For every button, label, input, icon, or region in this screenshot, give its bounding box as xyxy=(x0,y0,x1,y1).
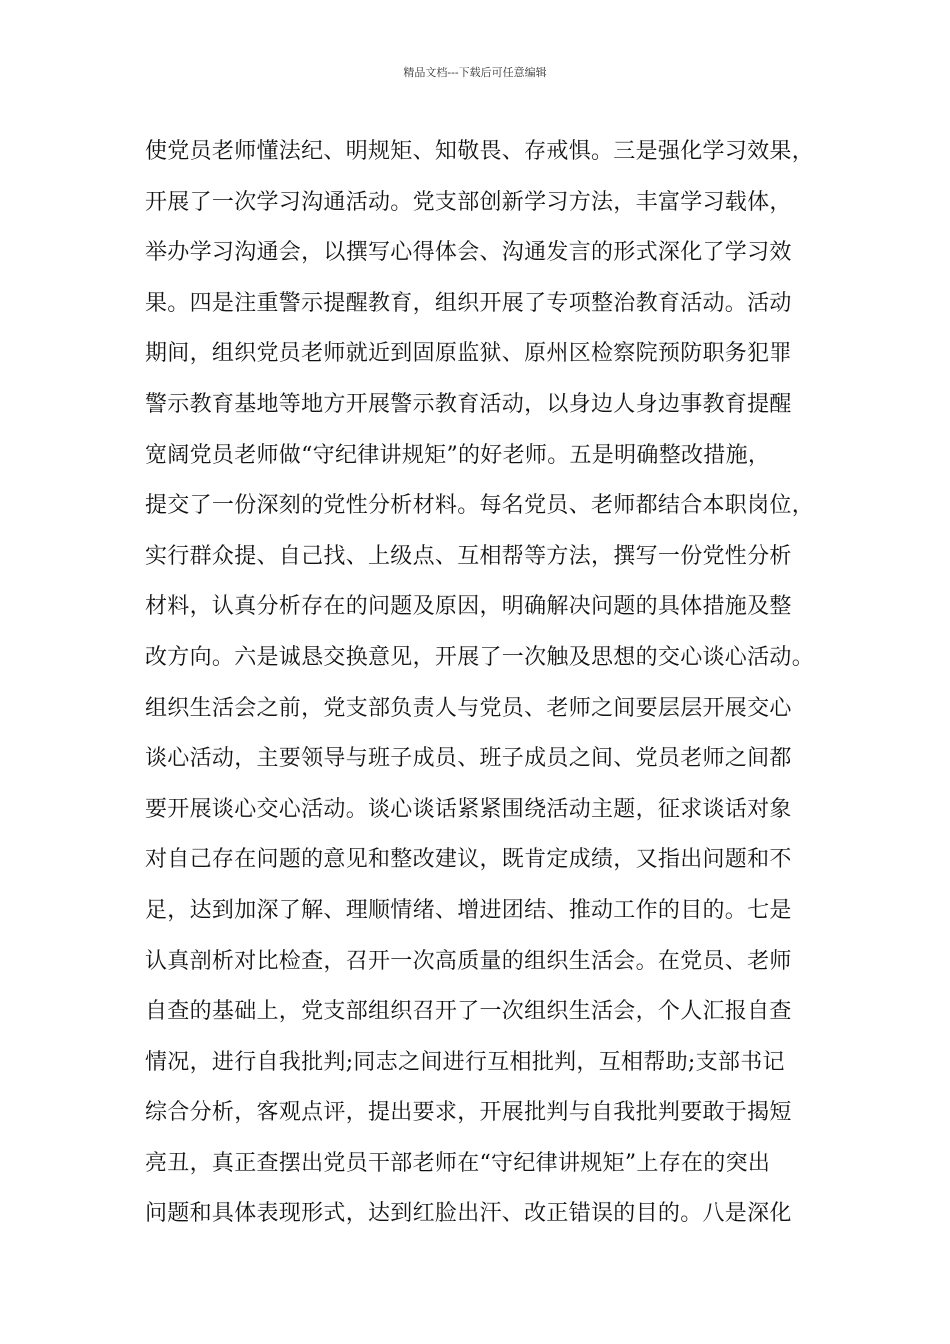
text-line: 自查的基础上，党支部组织召开了一次组织生活会，个人汇报自查 xyxy=(145,999,792,1025)
body-text xyxy=(145,127,825,1240)
text-line: 综合分析，客观点评，提出要求，开展批判与自我批判要敢于揭短 xyxy=(145,1100,792,1126)
text-line: 问题和具体表现形式，达到红脸出汗、改正错误的目的。八是深化 xyxy=(145,1201,792,1227)
text-line: 情况，进行自我批判;同志之间进行互相批判，互相帮助;支部书记 xyxy=(145,1049,785,1075)
text-line: 组织生活会之前，党支部负责人与党员、老师之间要层层开展交心 xyxy=(145,695,792,721)
text-line: 果。四是注重警示提醒教育，组织开展了专项整治教育活动。活动 xyxy=(145,290,792,316)
text-line: 材料，认真分析存在的问题及原因，明确解决问题的具体措施及整 xyxy=(145,594,792,620)
text-line: 足，达到加深了解、理顺情绪、增进团结、推动工作的目的。七是 xyxy=(145,897,792,923)
text-line: 要开展谈心交心活动。谈心谈话紧紧围绕活动主题，征求谈话对象 xyxy=(145,796,792,822)
text-line: 提交了一份深刻的党性分析材料。每名党员、老师都结合本职岗位， xyxy=(145,493,815,519)
text-line: 认真剖析对比检查，召开一次高质量的组织生活会。在党员、老师 xyxy=(145,948,792,974)
text-line: 亮丑，真正查摆出党员干部老师在“守纪律讲规矩”上存在的突出 xyxy=(145,1150,771,1176)
text-line: 举办学习沟通会，以撰写心得体会、沟通发言的形式深化了学习效 xyxy=(145,240,792,266)
text-line: 警示教育基地等地方开展警示教育活动，以身边人身边事教育提醒 xyxy=(145,391,792,417)
text-line: 谈心活动，主要领导与班子成员、班子成员之间、党员老师之间都 xyxy=(145,746,792,772)
text-line: 改方向。六是诚恳交换意见，开展了一次触及思想的交心谈心活动。 xyxy=(145,644,815,670)
text-line: 宽阔党员老师做“守纪律讲规矩”的好老师。五是明确整改措施， xyxy=(145,442,771,468)
text-line: 开展了一次学习沟通活动。党支部创新学习方法，丰富学习载体， xyxy=(145,189,792,215)
text-line: 使党员老师懂法纪、明规矩、知敬畏、存戒惧。三是强化学习效果， xyxy=(145,139,815,164)
text-line: 实行群众提、自己找、上级点、互相帮等方法，撰写一份党性分析 xyxy=(145,543,792,569)
page-header: 精品文档---下载后可任意编辑 xyxy=(403,66,547,79)
text-line: 对自己存在问题的意见和整改建议，既肯定成绩，又指出问题和不 xyxy=(145,847,792,873)
text-line: 期间，组织党员老师就近到固原监狱、原州区检察院预防职务犯罪 xyxy=(145,341,792,367)
